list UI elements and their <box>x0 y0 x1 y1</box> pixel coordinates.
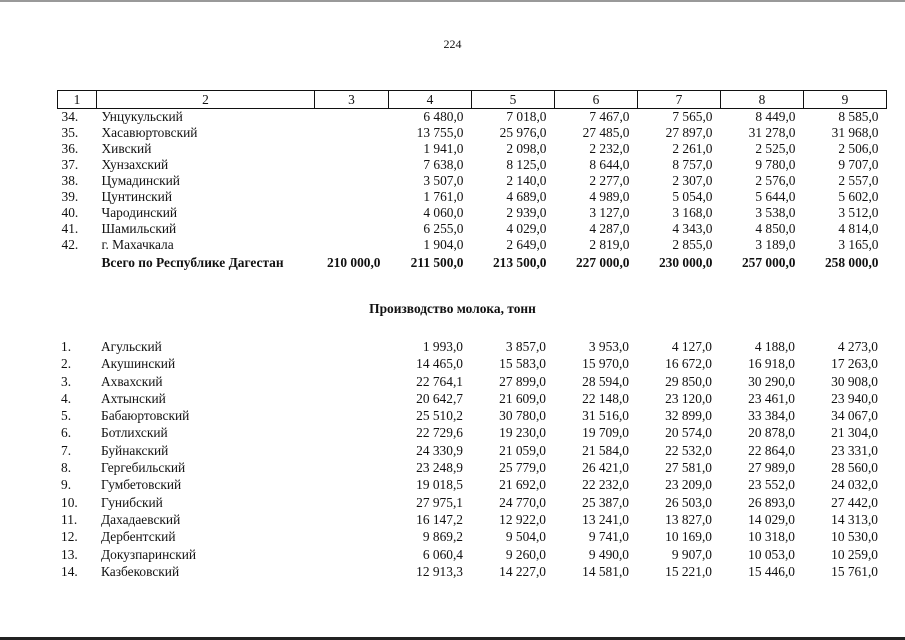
value-cell: 27 989,0 <box>748 460 795 476</box>
table-row <box>57 477 886 494</box>
value-cell: 25 976,0 <box>499 125 547 140</box>
value-cell: 16 672,0 <box>665 356 712 372</box>
value-cell: 27 581,0 <box>665 460 712 476</box>
value-cell: 3 168,0 <box>672 205 713 220</box>
value-cell: 10 318,0 <box>748 529 795 545</box>
value-cell: 5 644,0 <box>755 189 796 204</box>
row-number: 42. <box>61 237 79 252</box>
milk-table <box>57 339 886 581</box>
value-cell: 8 644,0 <box>589 157 630 172</box>
value-cell: 14 029,0 <box>748 511 795 527</box>
value-cell: 9 780,0 <box>755 157 796 172</box>
value-cell: 2 506,0 <box>838 141 879 156</box>
value-cell: 20 574,0 <box>665 425 712 441</box>
row-number: 8. <box>61 460 72 476</box>
district-name: Хунзахский <box>101 157 169 172</box>
row-number: 12. <box>61 529 78 545</box>
row-number: 39. <box>61 189 79 204</box>
value-cell: 23 461,0 <box>748 390 795 406</box>
column-header: 2 <box>97 91 315 109</box>
total-row-value: 213 500,0 <box>492 255 547 270</box>
value-cell: 3 507,0 <box>423 173 464 188</box>
value-cell: 1 904,0 <box>423 237 464 252</box>
value-cell: 34 067,0 <box>831 408 878 424</box>
district-name: Гергебильский <box>101 460 186 476</box>
value-cell <box>315 205 389 221</box>
value-cell: 2 855,0 <box>672 237 713 252</box>
value-cell: 15 761,0 <box>831 563 878 579</box>
value-cell: 16 147,2 <box>416 511 463 527</box>
value-cell: 30 780,0 <box>499 408 546 424</box>
total-row-label: Всего по Республике Дагестан <box>101 255 284 270</box>
value-cell: 9 707,0 <box>838 157 879 172</box>
value-cell: 7 638,0 <box>423 157 464 172</box>
value-cell: 10 053,0 <box>748 546 795 562</box>
value-cell: 3 165,0 <box>838 237 879 252</box>
row-number: 13. <box>61 546 78 562</box>
row-number: 3. <box>61 373 72 389</box>
table-row <box>57 529 886 546</box>
value-cell <box>315 221 389 237</box>
section-title: Производство молока, тонн <box>369 301 536 316</box>
row-number: 34. <box>61 109 79 124</box>
row-number: 6. <box>61 425 72 441</box>
value-cell: 23 552,0 <box>748 477 795 493</box>
value-cell: 4 029,0 <box>506 221 547 236</box>
value-cell: 1 941,0 <box>423 141 464 156</box>
value-cell: 30 908,0 <box>831 373 878 389</box>
district-name: Хасавюртовский <box>101 125 198 140</box>
table-row <box>58 205 887 221</box>
value-cell: 3 953,0 <box>588 339 629 354</box>
value-cell: 14 227,0 <box>499 563 546 579</box>
value-cell: 22 729,6 <box>416 425 463 441</box>
value-cell: 24 032,0 <box>831 477 878 493</box>
value-cell: 8 585,0 <box>838 109 879 124</box>
value-cell: 9 260,0 <box>505 546 546 562</box>
value-cell: 4 060,0 <box>423 205 464 220</box>
value-cell: 4 850,0 <box>755 221 796 236</box>
value-cell: 21 692,0 <box>499 477 546 493</box>
district-name: Гунибский <box>101 494 163 510</box>
value-cell: 8 125,0 <box>506 157 547 172</box>
total-row-value: 230 000,0 <box>658 255 713 270</box>
value-cell: 5 054,0 <box>672 189 713 204</box>
district-name: Шамильский <box>101 221 177 236</box>
table-row <box>57 443 886 460</box>
total-row-value: 210 000,0 <box>326 255 381 270</box>
value-cell: 23 331,0 <box>831 442 878 458</box>
district-name: Цумадинский <box>101 173 180 188</box>
value-cell: 31 278,0 <box>748 125 796 140</box>
value-cell: 4 343,0 <box>672 221 713 236</box>
value-cell: 31 968,0 <box>831 125 879 140</box>
value-cell: 21 609,0 <box>499 390 546 406</box>
value-cell: 10 259,0 <box>831 546 878 562</box>
value-cell: 27 485,0 <box>582 125 630 140</box>
value-cell: 22 764,1 <box>416 373 463 389</box>
value-cell: 20 642,7 <box>416 390 463 406</box>
value-cell: 14 465,0 <box>416 356 463 372</box>
value-cell: 25 510,2 <box>416 408 463 424</box>
value-cell: 30 290,0 <box>748 373 795 389</box>
value-cell: 25 779,0 <box>499 460 546 476</box>
table-row <box>57 564 886 581</box>
column-header: 6 <box>555 91 638 109</box>
value-cell: 19 709,0 <box>582 425 629 441</box>
district-name: Дахадаевский <box>101 511 181 527</box>
table-row <box>58 125 887 141</box>
value-cell: 4 188,0 <box>754 339 795 354</box>
value-cell: 15 221,0 <box>665 563 712 579</box>
district-name: Унцукульский <box>101 109 183 124</box>
value-cell: 12 913,3 <box>416 563 463 579</box>
value-cell: 15 970,0 <box>582 356 629 372</box>
value-cell: 27 442,0 <box>831 494 878 510</box>
value-cell: 1 761,0 <box>423 189 464 204</box>
value-cell: 4 989,0 <box>589 189 630 204</box>
district-name: Дербентский <box>101 529 176 545</box>
value-cell: 2 277,0 <box>589 173 630 188</box>
value-cell: 22 232,0 <box>582 477 629 493</box>
value-cell: 6 255,0 <box>423 221 464 236</box>
table-row <box>57 512 886 529</box>
row-number: 35. <box>61 125 79 140</box>
value-cell: 2 261,0 <box>672 141 713 156</box>
value-cell: 20 878,0 <box>748 425 795 441</box>
value-cell: 23 209,0 <box>665 477 712 493</box>
row-number: 38. <box>61 173 79 188</box>
value-cell: 23 248,9 <box>416 460 463 476</box>
milk-table-body <box>57 339 886 581</box>
table-row <box>57 356 886 373</box>
row-number: 1. <box>61 339 72 354</box>
value-cell: 3 538,0 <box>755 205 796 220</box>
value-cell: 3 189,0 <box>755 237 796 252</box>
value-cell: 10 169,0 <box>665 529 712 545</box>
value-cell: 17 263,0 <box>831 356 878 372</box>
value-cell: 9 504,0 <box>505 529 546 545</box>
value-cell: 4 814,0 <box>838 221 879 236</box>
value-cell: 2 525,0 <box>755 141 796 156</box>
value-cell <box>314 443 388 460</box>
value-cell: 27 899,0 <box>499 373 546 389</box>
value-cell: 4 689,0 <box>506 189 547 204</box>
value-cell <box>314 374 388 391</box>
total-row <box>58 253 887 275</box>
value-cell: 21 059,0 <box>499 442 546 458</box>
value-cell: 3 127,0 <box>589 205 630 220</box>
value-cell: 6 480,0 <box>423 109 464 124</box>
value-cell: 29 850,0 <box>665 373 712 389</box>
column-header: 4 <box>389 91 472 109</box>
value-cell: 27 897,0 <box>665 125 713 140</box>
value-cell: 22 148,0 <box>582 390 629 406</box>
value-cell: 7 018,0 <box>506 109 547 124</box>
value-cell: 2 098,0 <box>506 141 547 156</box>
value-cell: 9 741,0 <box>588 529 629 545</box>
value-cell <box>315 189 389 205</box>
value-cell <box>315 125 389 141</box>
value-cell: 4 273,0 <box>837 339 878 354</box>
value-cell: 26 893,0 <box>748 494 795 510</box>
total-row-value: 211 500,0 <box>410 255 464 270</box>
value-cell <box>315 173 389 189</box>
value-cell: 26 421,0 <box>582 460 629 476</box>
value-cell: 15 446,0 <box>748 563 795 579</box>
total-row-number <box>58 253 97 275</box>
value-cell: 9 490,0 <box>588 546 629 562</box>
table-row <box>57 374 886 391</box>
value-cell: 4 127,0 <box>671 339 712 354</box>
value-cell: 22 864,0 <box>748 442 795 458</box>
value-cell <box>314 408 388 425</box>
value-cell: 8 757,0 <box>672 157 713 172</box>
district-name: г. Махачкала <box>101 237 174 252</box>
value-cell: 9 907,0 <box>671 546 712 562</box>
district-name: Ботлихский <box>101 425 168 441</box>
value-cell <box>314 356 388 373</box>
value-cell <box>314 512 388 529</box>
page-number: 224 <box>443 37 462 51</box>
value-cell: 2 939,0 <box>506 205 547 220</box>
top-border-line <box>0 0 905 2</box>
table-row <box>57 391 886 408</box>
table-row <box>58 157 887 173</box>
value-cell: 2 232,0 <box>589 141 630 156</box>
column-header: 8 <box>721 91 804 109</box>
row-number: 4. <box>61 390 72 406</box>
table-row <box>57 495 886 512</box>
value-cell: 14 313,0 <box>831 511 878 527</box>
row-number: 14. <box>61 563 78 579</box>
value-cell: 5 602,0 <box>838 189 879 204</box>
value-cell: 12 922,0 <box>499 511 546 527</box>
total-row-value: 258 000,0 <box>824 255 879 270</box>
value-cell: 15 583,0 <box>499 356 546 372</box>
row-number: 36. <box>61 141 79 156</box>
table-row <box>57 425 886 442</box>
table-row <box>57 547 886 564</box>
value-cell: 28 560,0 <box>831 460 878 476</box>
district-name: Казбековский <box>101 563 180 579</box>
value-cell: 13 755,0 <box>416 125 464 140</box>
value-cell: 2 307,0 <box>672 173 713 188</box>
value-cell <box>314 529 388 546</box>
column-number-header-row <box>58 91 887 109</box>
value-cell: 21 304,0 <box>831 425 878 441</box>
value-cell: 2 819,0 <box>589 237 630 252</box>
total-row-value: 257 000,0 <box>741 255 796 270</box>
value-cell: 22 532,0 <box>665 442 712 458</box>
value-cell: 14 581,0 <box>582 563 629 579</box>
row-number: 10. <box>61 494 78 510</box>
value-cell <box>315 141 389 157</box>
value-cell: 2 140,0 <box>506 173 547 188</box>
value-cell <box>314 477 388 494</box>
district-name: Гумбетовский <box>101 477 182 493</box>
column-header: 3 <box>315 91 389 109</box>
value-cell: 21 584,0 <box>582 442 629 458</box>
value-cell: 8 449,0 <box>755 109 796 124</box>
table-row <box>58 189 887 205</box>
table-row <box>58 221 887 237</box>
value-cell: 9 869,2 <box>422 529 463 545</box>
table-row <box>58 109 887 126</box>
row-number: 37. <box>61 157 79 172</box>
district-name: Акушинский <box>101 356 176 372</box>
value-cell: 4 287,0 <box>589 221 630 236</box>
value-cell: 16 918,0 <box>748 356 795 372</box>
value-cell <box>315 157 389 173</box>
row-number: 5. <box>61 408 72 424</box>
district-name: Агульский <box>101 339 162 354</box>
value-cell: 7 467,0 <box>589 109 630 124</box>
value-cell <box>314 460 388 477</box>
table-row <box>57 339 886 356</box>
row-number: 40. <box>61 205 79 220</box>
district-name: Хивский <box>101 141 152 156</box>
value-cell: 24 330,9 <box>416 442 463 458</box>
district-name: Цунтинский <box>101 189 172 204</box>
table-row <box>57 460 886 477</box>
column-header: 1 <box>58 91 97 109</box>
value-cell: 3 857,0 <box>505 339 546 354</box>
value-cell: 13 241,0 <box>582 511 629 527</box>
value-cell: 10 530,0 <box>831 529 878 545</box>
value-cell: 23 120,0 <box>665 390 712 406</box>
row-number: 7. <box>61 442 72 458</box>
value-cell: 2 576,0 <box>755 173 796 188</box>
value-cell: 7 565,0 <box>672 109 713 124</box>
value-cell: 23 940,0 <box>831 390 878 406</box>
value-cell: 26 503,0 <box>665 494 712 510</box>
column-header: 7 <box>638 91 721 109</box>
row-number: 41. <box>61 221 79 236</box>
district-name: Бабаюртовский <box>101 408 190 424</box>
meat-table <box>57 90 887 275</box>
district-name: Буйнакский <box>101 442 169 458</box>
value-cell <box>314 425 388 442</box>
value-cell: 1 993,0 <box>422 339 463 354</box>
table-row <box>57 408 886 425</box>
value-cell <box>314 339 388 356</box>
value-cell <box>314 495 388 512</box>
value-cell: 24 770,0 <box>499 494 546 510</box>
total-row-value: 227 000,0 <box>575 255 630 270</box>
district-name: Чародинский <box>101 205 178 220</box>
column-header: 9 <box>804 91 887 109</box>
value-cell: 33 384,0 <box>748 408 795 424</box>
value-cell <box>315 237 389 253</box>
value-cell: 19 018,5 <box>416 477 463 493</box>
value-cell: 28 594,0 <box>582 373 629 389</box>
row-number: 2. <box>61 356 72 372</box>
value-cell: 2 649,0 <box>506 237 547 252</box>
table-row <box>58 141 887 157</box>
value-cell: 13 827,0 <box>665 511 712 527</box>
value-cell <box>314 547 388 564</box>
value-cell <box>314 391 388 408</box>
table-row <box>58 237 887 253</box>
value-cell: 25 387,0 <box>582 494 629 510</box>
value-cell: 31 516,0 <box>582 408 629 424</box>
row-number: 11. <box>61 511 78 527</box>
value-cell: 19 230,0 <box>499 425 546 441</box>
value-cell: 3 512,0 <box>838 205 879 220</box>
district-name: Докузпаринский <box>101 546 197 562</box>
column-header: 5 <box>472 91 555 109</box>
table-row <box>58 173 887 189</box>
district-name: Ахтынский <box>101 390 166 406</box>
district-name: Ахвахский <box>101 373 163 389</box>
meat-table-body <box>58 109 887 254</box>
value-cell <box>315 109 389 126</box>
value-cell: 27 975,1 <box>416 494 463 510</box>
value-cell: 32 899,0 <box>665 408 712 424</box>
value-cell: 6 060,4 <box>422 546 463 562</box>
row-number: 9. <box>61 477 72 493</box>
value-cell: 2 557,0 <box>838 173 879 188</box>
value-cell <box>314 564 388 581</box>
